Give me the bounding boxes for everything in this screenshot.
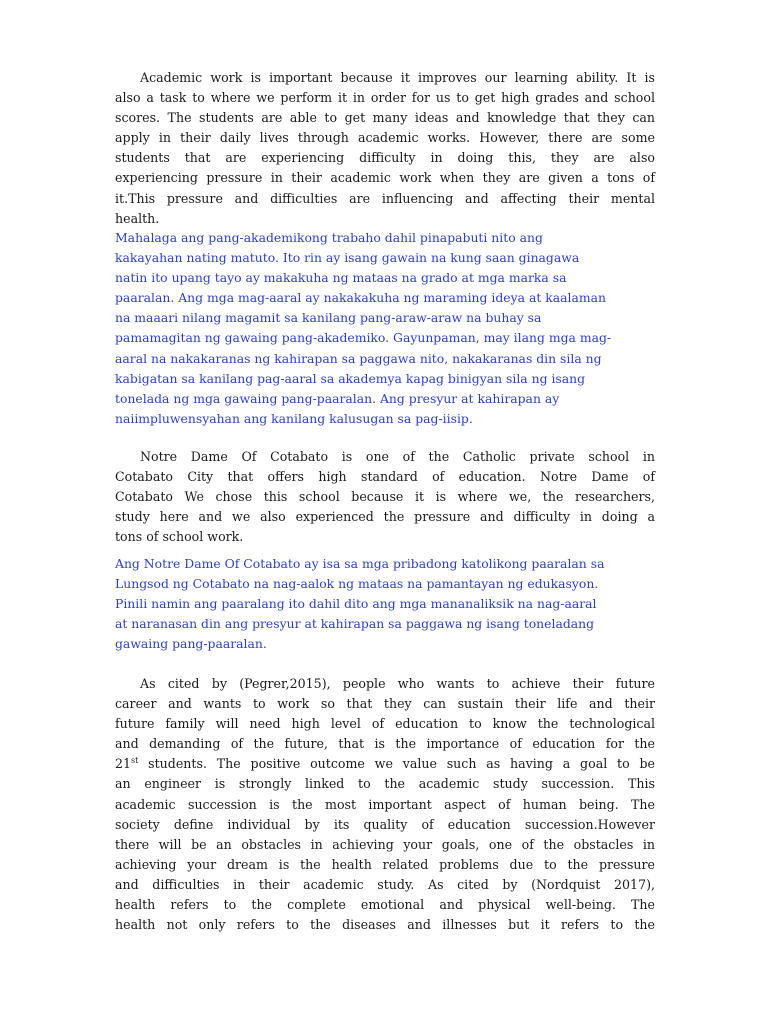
paragraph-academic-work <box>115 68 655 229</box>
translation-academic-work <box>115 228 660 429</box>
text-line: future family will need high level of education to know the technological <box>115 716 655 732</box>
text-line-ordinal <box>115 754 655 774</box>
text-line: tons of school work. <box>115 529 244 545</box>
paragraph-pegrer-citation <box>115 674 655 935</box>
text-line: Cotabato We chose this school because it is where we, the researchers, <box>115 489 655 505</box>
text-line: there will be an obstacles in achieving your goals, one of the obstacles in <box>115 836 655 852</box>
text-line: kakayahan nating matuto. Ito rin ay isang gawain na kung saan ginagawa <box>115 250 580 266</box>
text-line: naiimpluwensyahan ang kanilang kalusugan sa pag-iisip. <box>115 410 473 426</box>
text-line: study here and we also experienced the pressure and difficulty in doing a <box>115 509 655 525</box>
paragraph-notre-dame <box>115 447 655 547</box>
text-line: Academic work is important because it improves our learning ability. It is <box>140 70 655 85</box>
text-line: and difficulties in their academic study. As cited by (Nordquist 2017), <box>115 876 655 892</box>
text-line: also a task to where we perform it in order for us to get high grades and school <box>115 90 655 106</box>
text-line: students that are experiencing difficulty in doing this, they are also <box>115 150 655 166</box>
ordinal-rest: students. The positive outcome we value such as having a goal to be <box>138 756 655 772</box>
ordinal-suffix: st <box>131 756 139 766</box>
text-line: career and wants to work so that they can sustain their life and their <box>115 696 655 712</box>
text-line: scores. The students are able to get many ideas and knowledge that they can <box>115 110 655 126</box>
text-line: apply in their daily lives through academic works. However, there are some <box>115 130 655 146</box>
translation-notre-dame <box>115 554 660 654</box>
text-line: achieving your dream is the health related problems due to the pressure <box>115 856 655 872</box>
text-line: society define individual by its quality of education succession.However <box>115 816 655 832</box>
text-line: aaral na nakakaranas ng kahirapan sa paggawa nito, nakakaranas din sila ng <box>115 350 602 366</box>
text-line: gawaing pang-paaralan. <box>115 636 267 652</box>
text-line: it.This pressure and difficulties are influencing and affecting their mental <box>115 190 655 206</box>
text-line: experiencing pressure in their academic work when they are given a tons of <box>115 170 655 186</box>
text-line: Cotabato City that offers high standard of education. Notre Dame of <box>115 469 655 485</box>
text-line: health. <box>115 210 160 226</box>
text-line: As cited by (Pegrer,2015), people who wants to achieve their future <box>140 676 655 691</box>
text-line: health not only refers to the diseases and illnesses but it refers to the <box>115 917 655 933</box>
text-line: Ang Notre Dame Of Cotabato ay isa sa mga pribadong katolikong paaralan sa <box>115 556 605 571</box>
text-line: Notre Dame Of Cotabato is one of the Catholic private school in <box>140 449 655 464</box>
text-line: an engineer is strongly linked to the academic study succession. This <box>115 776 655 792</box>
text-line: na maaari nilang magamit sa kanilang pang-araw-araw na buhay sa <box>115 310 542 326</box>
text-line: pamamagitan ng gawaing pang-akademiko. Gayunpaman, may ilang mga mag- <box>115 330 612 346</box>
text-line: academic succession is the most important aspect of human being. The <box>115 796 655 812</box>
ordinal-number: 21 <box>115 756 132 772</box>
text-line: at naranasan din ang presyur at kahirapan sa paggawa ng isang toneladang <box>115 616 595 632</box>
text-line: tonelada ng mga gawaing pang-paaralan. Ang presyur at kahirapan ay <box>115 390 560 406</box>
text-line: natin ito upang tayo ay makakuha ng mataas na grado at mga marka sa <box>115 270 567 286</box>
text-line: Lungsod ng Cotabato na nag-aalok ng mataas na pamantayan ng edukasyon. <box>115 576 599 592</box>
text-line: Mahalaga ang pang-akademikong trabaho dahil pinapabuti nito ang <box>115 230 543 245</box>
text-line: health refers to the complete emotional and physical well-being. The <box>115 897 655 913</box>
text-line: paaralan. Ang mga mag-aaral ay nakakakuha ng maraming ideya at kaalaman <box>115 290 607 306</box>
text-line: and demanding of the future, that is the importance of education for the <box>115 736 655 752</box>
text-line: Pinili namin ang paaralang ito dahil dito ang mga mananaliksik na nag-aaral <box>115 596 597 612</box>
text-line: kabigatan sa kanilang pag-aaral sa akademya kapag binigyan sila ng isang <box>115 370 586 386</box>
